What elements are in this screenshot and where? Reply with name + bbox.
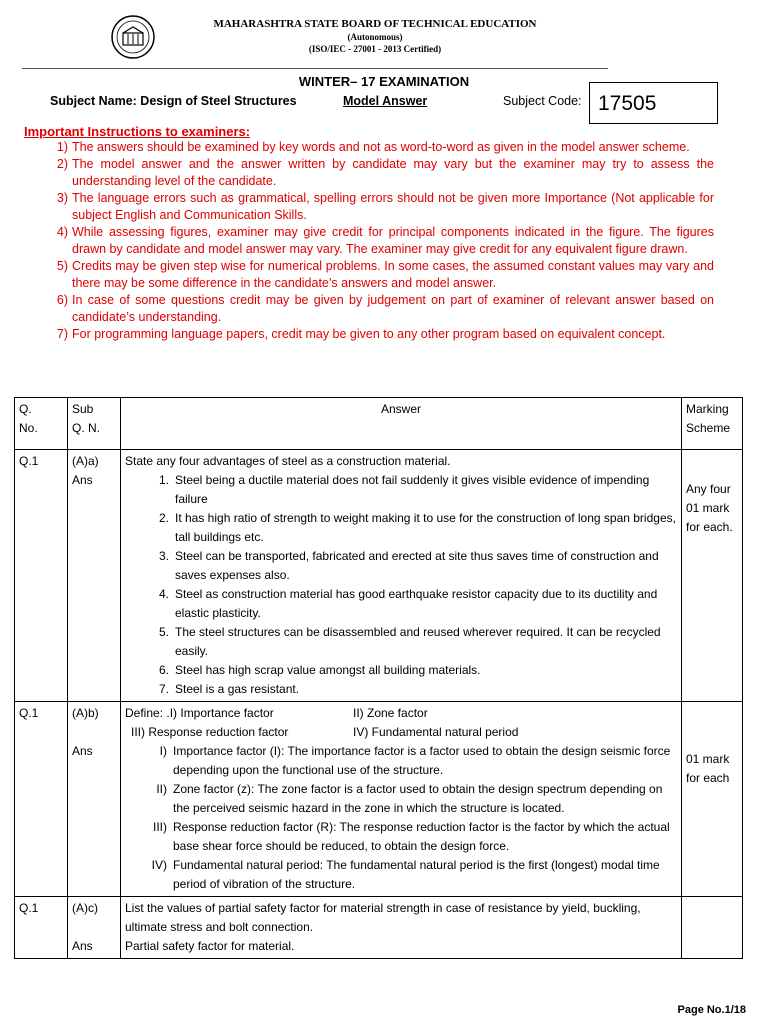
board-name: MAHARASHTRA STATE BOARD OF TECHNICAL EDUCATION [213,18,537,30]
list-item: 3. Steel can be transported, fabricated and erected at site thus saves time of construction and saves expenses also. [158,549,659,582]
page-number: Page No.1/18 [677,1004,746,1016]
instruction-item: 7) For programming language papers, credit may be given to any other program based on equivalent concept. [56,327,666,341]
sub-q-cell: (A)b) Ans [68,702,121,897]
q-no-cell: Q.1 [15,702,68,897]
table-row [15,702,743,897]
model-answer-label: Model Answer [343,94,428,108]
autonomous-label: (Autonomous) [347,32,403,42]
sub-q-cell: (A)c) Ans [68,897,121,959]
exam-title: WINTER– 17 EXAMINATION [298,74,470,89]
list-item: III) Response reduction factor (R): The response reduction factor is the factor by which the actual base shear force should be reduced, to obtain the design force. [153,820,670,853]
iso-certified-label: (ISO/IEC - 27001 - 2013 Certified) [308,44,442,54]
list-item: 2. It has high ratio of strength to weight making it to use for the construction of long span bridges, tall buildings etc. [158,511,676,544]
q-no-cell: Q.1 [15,897,68,959]
list-item: I) Importance factor (I): The importance factor is a factor used to obtain the design seismic force depending upon the functional use of the structure. [159,744,671,777]
define-line: Define: .I) Importance factor II) Zone factor [125,706,428,720]
list-item: IV) Fundamental natural period: The fundamental natural period is the first (longest) modal time period of vibration of the structure. [151,858,660,891]
subject-name: Subject Name: Design of Steel Structures [50,94,297,108]
marking-cell: 01 mark for each [682,702,743,897]
answer-cell [121,702,682,897]
answer-cell [121,897,682,959]
instruction-item: 4) While assessing figures, examiner may give credit for principal components indicated in the figure. The figures drawn by candidate and model answer may vary. The examiner may give credit for any equivalent figure drawn. [56,225,714,256]
instructions-list [24,139,714,343]
list-item: 5. The steel structures can be disassembled and reused wherever required. It can be recycled easily. [158,625,661,658]
header-q-no: Q. No. [15,398,68,450]
list-item: 6. Steel has high scrap value amongst all building materials. [158,663,481,677]
instruction-item: 1) The answers should be examined by key words and not as word-to-word as given in the model answer scheme. [56,140,690,154]
marking-cell: Any four 01 mark for each. [682,450,743,702]
header-rule [22,68,608,69]
list-item: 7. Steel is a gas resistant. [158,682,300,696]
header-marking: Marking Scheme [682,398,743,450]
instruction-item: 2) The model answer and the answer written by candidate may vary but the examiner may try to assess the understanding level of the candidate. [56,157,714,188]
define-line: III) Response reduction factor IV) Fundamental natural period [131,725,519,739]
list-item: II) Zone factor (z): The zone factor is a factor used to obtain the design spectrum depending on the perceived seismic hazard in the zone in which the structure is located. [156,782,663,815]
question-text: State any four advantages of steel as a construction material. [125,454,451,468]
list-item: 1. Steel being a ductile material does not fail suddenly it gives visible evidence of impending failure [158,473,650,506]
answer-cell [121,450,682,702]
table-row [15,897,743,959]
instructions-heading: Important Instructions to examiners: [24,124,251,139]
instruction-item: 3) The language errors such as grammatical, spelling errors should not be given more Importance (Not applicable for subject English and Communication Skills. [56,191,714,222]
q-no-cell: Q.1 [15,450,68,702]
subject-code-box: 17505 [589,82,718,124]
table-header-row [15,398,743,450]
question-text: List the values of partial safety factor for material strength in case of resistance by yield, buckling, ultimate stress and bolt connection. [125,901,641,934]
marking-cell [682,897,743,959]
subject-code-label: Subject Code: [503,94,582,108]
sub-q-cell: (A)a) Ans [68,450,121,702]
header-answer: Answer [121,398,682,450]
instruction-item: 5) Credits may be given step wise for numerical problems. In some cases, the assumed constant values may vary and there may be some difference in the candidate’s answers and model answer. [56,259,714,290]
answer-text: Partial safety factor for material. [125,939,295,953]
table-row [15,450,743,702]
header-sub-q: Sub Q. N. [68,398,121,450]
instruction-item: 6) In case of some questions credit may be given by judgement on part of examiner of relevant answer based on candidate’s understanding. [56,293,714,324]
answer-table [14,397,743,959]
list-item: 4. Steel as construction material has good earthquake resistor capacity due to its ductility and elastic plasticity. [158,587,658,620]
